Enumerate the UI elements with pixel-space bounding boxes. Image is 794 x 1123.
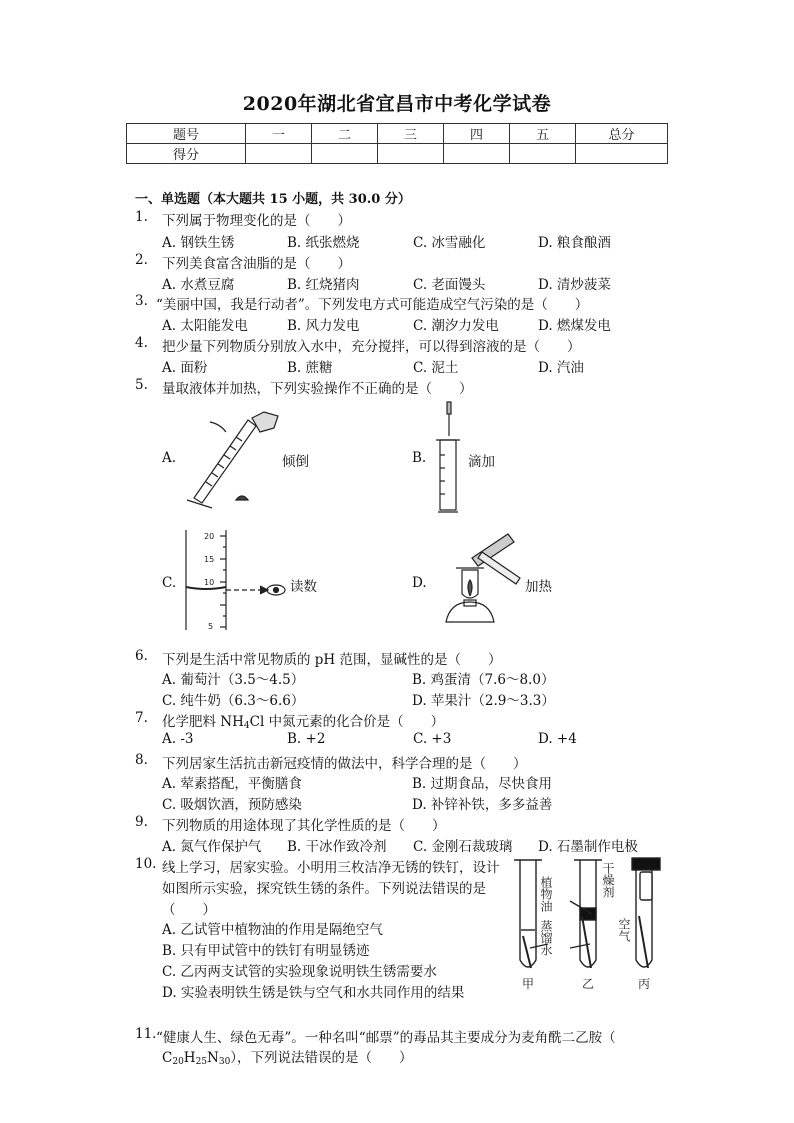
cylinder-tick-label: 10 <box>204 578 215 587</box>
option: B. 风力发电 <box>287 318 360 334</box>
option: B. 鸡蛋清（7.6～8.0） <box>412 672 555 688</box>
option: D. 清炒菠菜 <box>538 277 611 293</box>
option: D. 燃煤发电 <box>538 318 611 334</box>
tube-label-jia: 甲 <box>522 977 535 991</box>
score-cell <box>378 144 444 164</box>
option: A. 葡萄汁（3.5～4.5） <box>162 672 305 688</box>
option: C. 冰雪融化 <box>413 235 486 251</box>
question-number: 8. <box>135 752 148 768</box>
question-number: 4. <box>135 335 148 351</box>
option: D. 补锌补铁，多多益善 <box>412 797 553 813</box>
dropper-cylinder-illustration <box>430 400 460 518</box>
option: D. +4 <box>538 731 577 747</box>
tube-label-desiccant: 干燥剂 <box>601 862 615 898</box>
score-header-cell: 一 <box>246 124 312 144</box>
question-stem-line: 如图所示实验，探究铁生锈的条件。下列说法错误的是 <box>162 881 486 897</box>
option: A. -3 <box>162 731 194 747</box>
option: C. 老面馒头 <box>413 277 486 293</box>
option: A. 水煮豆腐 <box>162 277 235 293</box>
question-number: 5. <box>135 377 148 393</box>
question-number: 2. <box>135 252 148 268</box>
tube-label-air: 空气 <box>617 918 631 942</box>
question-number: 6. <box>135 648 148 664</box>
option: B. <box>412 450 427 466</box>
option: B. +2 <box>287 731 326 747</box>
score-header-cell: 四 <box>444 124 510 144</box>
score-table <box>126 123 668 164</box>
option: C. 乙丙两支试管的实验现象说明铁生锈需要水 <box>162 964 437 980</box>
score-row <box>127 144 668 164</box>
score-cell <box>576 144 668 164</box>
score-header-row <box>127 124 668 144</box>
question-stem-line: “健康人生、绿色无毒”。一种名叫“邮票”的毒品其主要成分为麦角酰二乙胺（ <box>156 1030 616 1046</box>
option: D. 实验表明铁生锈是铁与空气和水共同作用的结果 <box>162 985 465 1001</box>
option: D. 粮食酿酒 <box>538 235 611 251</box>
page-title: 2020年湖北省宜昌市中考化学试卷 <box>242 93 552 115</box>
question-stem: 下列美食富含油脂的是（ ） <box>162 256 351 272</box>
option: A. 乙试管中植物油的作用是隔绝空气 <box>162 922 383 938</box>
option: A. 氮气作保护气 <box>162 839 262 855</box>
question-stem: 量取液体并加热，下列实验操作不正确的是（ ） <box>162 381 473 397</box>
question-number: 10. <box>135 856 157 872</box>
option: A. 钢铁生锈 <box>162 235 235 251</box>
question-number: 1. <box>135 209 148 225</box>
option: A. 荤素搭配，平衡膳食 <box>162 776 302 792</box>
option: C. <box>162 575 177 591</box>
score-header-cell: 总分 <box>576 124 668 144</box>
score-cell <box>444 144 510 164</box>
cylinder-tick-label: 5 <box>208 622 214 631</box>
score-cell <box>312 144 378 164</box>
question-stem-line: 线上学习，居家实验。小明用三枚洁净无锈的铁钉，设计 <box>162 860 500 876</box>
option: C. 潮汐力发电 <box>413 318 499 334</box>
cylinder-tick-label: 20 <box>204 532 215 541</box>
tube-label-yi: 乙 <box>582 977 595 991</box>
option-caption: 滴加 <box>468 454 495 470</box>
score-row-label: 得分 <box>127 144 246 164</box>
question-number: 11. <box>135 1026 157 1042</box>
pouring-liquid-illustration <box>182 400 282 510</box>
option: B. 纸张燃烧 <box>287 235 360 251</box>
option: C. 纯牛奶（6.3～6.6） <box>162 693 305 709</box>
option-caption: 读数 <box>290 579 317 595</box>
option: C. 金刚石裁玻璃 <box>413 839 513 855</box>
question-stem: 下列物质的用途体现了其化学性质的是（ ） <box>162 818 446 834</box>
section-heading: 一、单选题（本大题共 15 小题，共 30.0 分） <box>135 192 411 207</box>
question-stem: 下列居家生活抗击新冠疫情的做法中，科学合理的是（ ） <box>162 756 527 772</box>
cylinder-reading-illustration <box>180 528 292 632</box>
tube-label-oil: 植物油 <box>539 876 553 912</box>
option-caption: 倾倒 <box>282 454 309 470</box>
option: B. 蔗糖 <box>287 360 333 376</box>
tube-label-bing: 丙 <box>638 977 651 991</box>
option: A. <box>162 450 177 466</box>
question-stem: 下列是生活中常见物质的 pH 范围，显碱性的是（ ） <box>162 652 502 668</box>
option: D. 汽油 <box>538 360 584 376</box>
option: C. 泥土 <box>413 360 459 376</box>
question-stem: “美丽中国，我是行动者”。下列发电方式可能造成空气污染的是（ ） <box>156 297 589 313</box>
option: C. +3 <box>413 731 452 747</box>
option: C. 吸烟饮酒，预防感染 <box>162 797 302 813</box>
question-number: 9. <box>135 814 148 830</box>
option: B. 过期食品，尽快食用 <box>412 776 553 792</box>
question-stem: 化学肥料 $NH_4Cl$ 中氮元素的化合价是（ ） <box>162 714 445 731</box>
option: B. 干冰作致冷剂 <box>287 839 387 855</box>
tube-label-water: 蒸馏水 <box>539 920 553 956</box>
score-header-cell: 二 <box>312 124 378 144</box>
option: D. 石墨制作电极 <box>538 839 638 855</box>
heating-illustration <box>432 530 524 630</box>
score-header-cell: 题号 <box>127 124 246 144</box>
cylinder-tick-label: 15 <box>204 555 215 564</box>
option: D. <box>412 575 427 591</box>
option: A. 面粉 <box>162 360 208 376</box>
score-cell <box>246 144 312 164</box>
question-stem: 下列属于物理变化的是（ ） <box>162 213 351 229</box>
option: B. 只有甲试管中的铁钉有明显锈迹 <box>162 943 370 959</box>
score-cell <box>510 144 576 164</box>
question-number: 3. <box>135 293 148 309</box>
option: A. 太阳能发电 <box>162 318 248 334</box>
question-stem: 把少量下列物质分别放入水中，充分搅拌，可以得到溶液的是（ ） <box>162 339 581 355</box>
score-header-cell: 三 <box>378 124 444 144</box>
question-number: 7. <box>135 710 148 726</box>
iron-rust-test-tubes-illustration <box>512 856 672 994</box>
question-stem-line: （ ） <box>162 902 216 918</box>
score-header-cell: 五 <box>510 124 576 144</box>
option: B. 红烧猪肉 <box>287 277 360 293</box>
option: D. 苹果汁（2.9～3.3） <box>412 693 555 709</box>
question-stem-line: $C_{20}H_{25}N_{30}$），下列说法错误的是（ ） <box>162 1050 413 1067</box>
option-caption: 加热 <box>525 579 552 595</box>
